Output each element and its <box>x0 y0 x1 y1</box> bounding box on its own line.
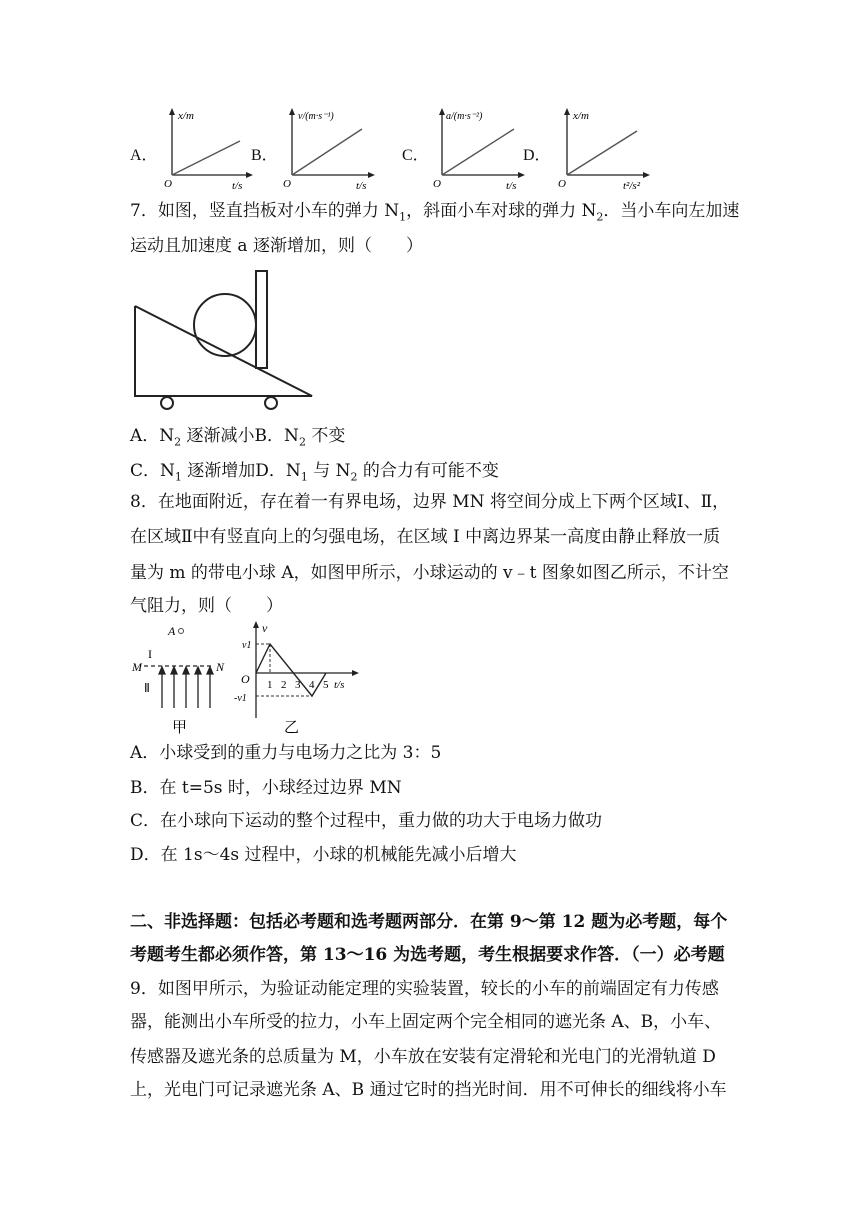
q8-option-d: D．在 1s～4s 过程中，小球的机械能先减小后增大 <box>130 845 517 865</box>
q6-option-d-label: D． <box>523 147 551 164</box>
q6-c-origin: O <box>433 178 441 190</box>
q6-d-ylabel: x/m <box>573 110 589 122</box>
q9-line2: 器，能测出小车所受的拉力，小车上固定两个完全相同的遮光条 A、B，小车、 <box>130 1012 722 1032</box>
q6-option-d-graph <box>555 105 655 193</box>
q7-options-ab: A．$N_2$ 逐渐减小B．$N_2$ 不变 <box>130 426 346 449</box>
q6-d-xlabel: t²/s² <box>623 180 640 192</box>
tick-4: 4 <box>309 679 315 691</box>
q6-option-a-label: A． <box>130 147 158 164</box>
boundary-n-label: N <box>216 660 225 674</box>
q7-stem-line2: 运动且加速度 a 逐渐增加，则（ ） <box>130 236 423 256</box>
q6-d-origin: O <box>558 178 566 190</box>
q6-a-ylabel: x/m <box>178 110 194 122</box>
q8-stem-line4: 气阻力，则（ ） <box>130 596 283 616</box>
q6-option-b-graph <box>280 105 380 193</box>
q6-b-ylabel: v/(m·s⁻¹) <box>298 111 334 122</box>
region-2-label: Ⅱ <box>144 681 150 695</box>
q9-line3: 传感器及遮光条的总质量为 M，小车放在安装有定滑轮和光电门的光滑轨道 D <box>130 1047 716 1067</box>
q8-option-a: A．小球受到的重力与电场力之比为 3：5 <box>130 743 442 763</box>
q9-line4: 上，光电门可记录遮光条 A、B 通过它时的挡光时间．用不可伸长的细线将小车 <box>130 1080 727 1100</box>
q6-a-origin: O <box>164 178 172 190</box>
q6-b-xlabel: t/s <box>356 180 367 192</box>
ball-a-label: A <box>168 624 176 638</box>
tick-5: 5 <box>323 679 329 691</box>
t-axis-label: t/s <box>334 679 345 691</box>
q8-stem-line3: 量为 m 的带电小球 A，如图甲所示，小球运动的 v﹣t 图象如图乙所示，不计空 <box>130 563 729 583</box>
q6-c-xlabel: t/s <box>506 180 517 192</box>
q8-stem-line1: 8．在地面附近，存在着一有界电场，边界 MN 将空间分成上下两个区域Ⅰ、Ⅱ， <box>130 492 730 512</box>
tick-2: 2 <box>281 679 287 691</box>
neg-v1-label: -v1 <box>234 693 247 704</box>
q6-a-xlabel: t/s <box>232 180 243 192</box>
q6-option-c-graph <box>430 105 530 193</box>
caption-yi: 乙 <box>284 720 300 735</box>
region-1-label: I <box>148 647 152 661</box>
q8-figure-jia <box>130 620 230 735</box>
q9-line1: 9．如图甲所示，为验证动能定理的实验装置，较长的小车的前端固定有力传感 <box>130 979 719 999</box>
boundary-m-label: M <box>132 660 142 674</box>
section2-heading-line2: 考题考生都必须作答，第 13～16 为选考题，考生根据要求作答．（一）必考题 <box>130 945 725 965</box>
q8-option-c: C．在小球向下运动的整个过程中，重力做的功大于电场力做功 <box>130 811 603 831</box>
v1-label: v1 <box>242 640 252 651</box>
q6-c-ylabel: a/(m·s⁻²) <box>446 111 483 122</box>
q6-b-origin: O <box>283 178 291 190</box>
tick-1: 1 <box>267 679 273 691</box>
q6-option-a-graph <box>160 105 255 193</box>
q8-stem-line2: 在区域Ⅱ中有竖直向上的匀强电场，在区域 I 中离边界某一高度由静止释放一质 <box>130 527 721 547</box>
q6-option-b-label: B． <box>251 147 278 164</box>
q7-figure-cart-ball <box>130 268 320 413</box>
caption-jia: 甲 <box>172 720 188 735</box>
tick-3: 3 <box>295 679 301 691</box>
q7-options-cd: C．$N_1$ 逐渐增加D．$N_1$ 与 $N_2$ 的合力有可能不变 <box>130 461 499 484</box>
q7-stem-line1: 7．如图，竖直挡板对小车的弹力 $N_1$，斜面小车对球的弹力 $N_2$．当小车向左加速 <box>130 201 740 224</box>
q6-option-c-label: C． <box>402 147 429 164</box>
section2-heading-line1: 二、非选择题：包括必考题和选考题两部分．在第 9～第 12 题为必考题，每个 <box>130 912 728 932</box>
q8-option-b: B．在 t=5s 时，小球经过边界 MN <box>130 778 402 798</box>
origin-label: O <box>241 672 250 686</box>
q8-figure-yi-vt-graph <box>228 620 363 735</box>
v-axis-label: v <box>262 621 268 635</box>
